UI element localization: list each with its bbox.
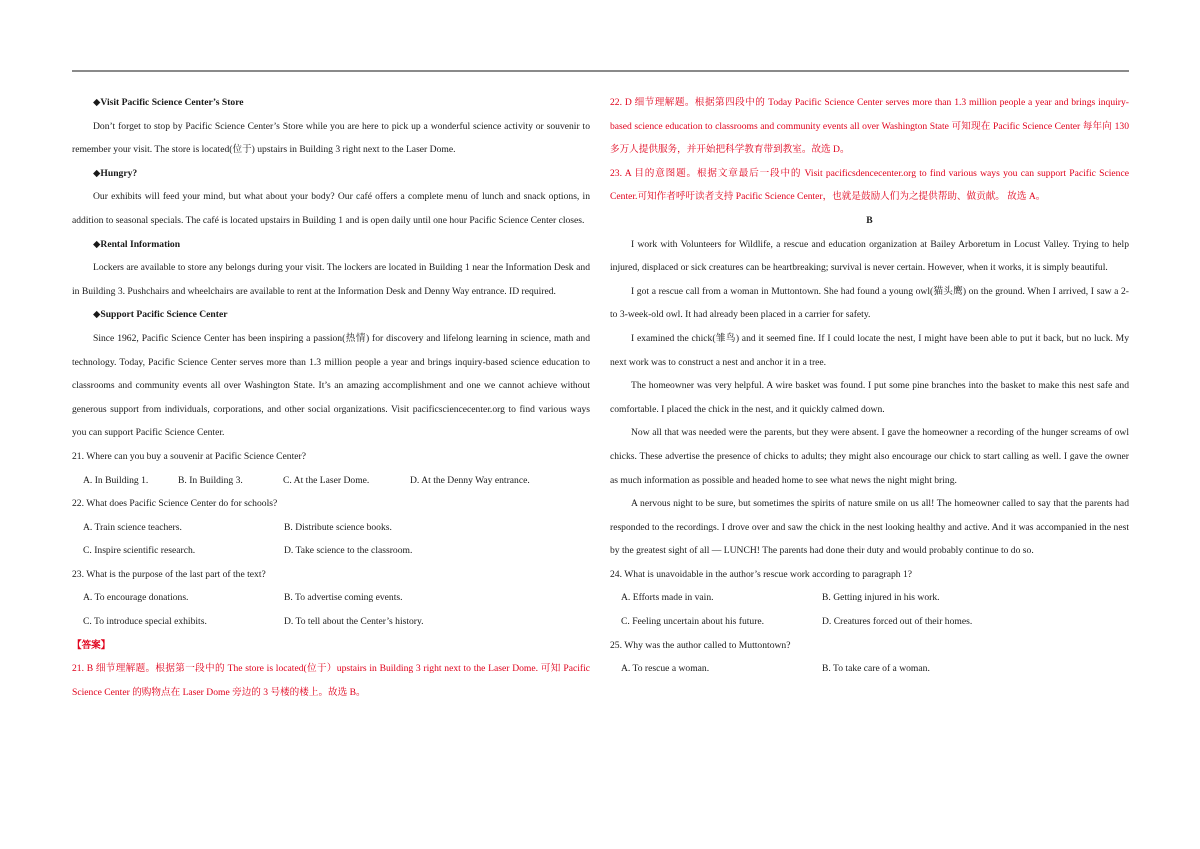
answer-23: 23. A 目的意图题。根据文章最后一段中的 Visit pacificsdencecenter.org to find various ways you can support Pacific Science Center.可知作者呼吁读者支持 Pacific Science Center，也就是鼓励人们为之提供帮助、做贡献。 故选 A。 <box>610 167 1129 203</box>
question-21-options <box>72 469 590 493</box>
passage-b-paragraph-2: I got a rescue call from a woman in Muttontown. She had found a young owl(猫头鹰) on the ground. When I arrived, I saw a 2-to 3-week-old owl. It had already been placed in a carrier for safety. <box>610 285 1129 321</box>
left-column <box>72 91 590 704</box>
passage-b-paragraph-4: The homeowner was very helpful. A wire basket was found. I put some pine branches into the basket to make this nest safe and comfortable. I placed the chick in the nest, and it quickly calmed down. <box>610 380 1129 415</box>
answer-22: 22. D 细节理解题。根据第四段中的 Today Pacific Science Center serves more than 1.3 million people a year and brings inquiry-based science education to classrooms and community events all over Washington State 可知现在 Pacific Science Center 每年向 130 多万人提供服务，并开始把科学教育带到教室。故选 D。 <box>610 97 1129 156</box>
question-23: 23. What is the purpose of the last part of the text? <box>72 568 266 580</box>
diamond-bullet-icon: ◆ <box>93 97 101 108</box>
question-24-options-row2 <box>610 610 1129 634</box>
passage-b-paragraph-3: I examined the chick(雏鸟) and it seemed fine. If I could locate the nest, I might have been able to put it back, but no luck. My next work was to construct a nest and anchor it in a tree. <box>610 332 1129 368</box>
option-a: A. To rescue a woman. <box>621 663 710 675</box>
question-25: 25. Why was the author called to Muttontown? <box>610 639 791 651</box>
option-c: C. Feeling uncertain about his future. <box>621 616 765 628</box>
option-b: B. Distribute science books. <box>284 521 392 533</box>
option-a: A. In Building 1. <box>83 474 149 486</box>
question-23-options-row2 <box>72 610 590 634</box>
paragraph-store: Don’t forget to stop by Pacific Science Center’s Store while you are here to pick up a wonderful science activity or souvenir to remember your visit. The store is located(位于) upstairs in Building 3 right next to the Laser Dome. <box>72 120 590 156</box>
option-c: C. To introduce special exhibits. <box>83 616 207 628</box>
section-heading-store: ◆Visit Pacific Science Center’s Store <box>93 97 244 108</box>
header-rule <box>72 70 1129 72</box>
question-23-options-row1 <box>72 586 590 610</box>
question-22-options-row1 <box>72 516 590 540</box>
paragraph-hungry: Our exhibits will feed your mind, but what about your body? Our café offers a complete menu of lunch and snack options, in addition to seasonal specials. The café is located upstairs in Building 1 and is open daily until one hour Pacific Science Center closes. <box>72 191 590 226</box>
paragraph-support: Since 1962, Pacific Science Center has been inspiring a passion(热情) for discovery and lifelong learning in science, math and technology. Today, Pacific Science Center serves more than 1.3 million people a year and brings inquiry-based science education to classrooms and community events all over Washington State. It’s an amazing accomplishment and one we cannot achieve without generous support from individuals, corporations, and other social organizations. Visit pacificsciencecenter.org to find various ways you can support Pacific Science Center. <box>72 332 590 439</box>
question-24-options-row1 <box>610 586 1129 610</box>
question-25-options-row1 <box>610 657 1129 681</box>
option-d: D. To tell about the Center’s history. <box>284 616 424 628</box>
question-21: 21. Where can you buy a souvenir at Pacific Science Center? <box>72 450 306 462</box>
section-heading-support: ◆Support Pacific Science Center <box>93 309 228 321</box>
option-a: A. To encourage donations. <box>83 592 189 604</box>
section-heading-rental: ◆Rental Information <box>93 238 181 250</box>
option-a: A. Train science teachers. <box>83 521 182 533</box>
answer-21: 21. B 细节理解题。根据第一段中的 The store is located(位于）upstairs in Building 3 right next to the Laser Dome. 可知 Pacific Science Center 的购物点在 Laser Dome 旁边的 3 号楼的楼上。故选 B。 <box>72 663 590 698</box>
passage-b-paragraph-5: Now all that was needed were the parents, but they were absent. I gave the homeowner a recording of the hunger screams of owl chicks. These advertise the presence of chicks to adults; they might also encourage our chick to start calling as well. I gave the owner as much information as possible and headed home to see what news the night might bring. <box>610 427 1129 486</box>
option-c: C. Inspire scientific research. <box>83 545 196 557</box>
passage-b-paragraph-6: A nervous night to be sure, but sometimes the spirits of nature smile on us all! The homeowner called to say that the parents had responded to the recordings. I drove over and saw the chick in the nest looking healthy and active. And it was accompanied in the nest by the greatest sight of all — LUNCH! The parents had done their duty and would probably continue to do so. <box>610 498 1129 557</box>
paragraph-rental: Lockers are available to store any belongs during your visit. The lockers are located in Building 1 near the Information Desk and in Building 3. Pushchairs and wheelchairs are available to rent at the Information Desk and Denny Way entrance. ID required. <box>72 262 590 297</box>
option-b: B. Getting injured in his work. <box>822 592 940 604</box>
passage-b-paragraph-1: I work with Volunteers for Wildlife, a rescue and education organization at Bailey Arboretum in Locust Valley. Trying to help injured, displaced or sick creatures can be heartbreaking; survival is never certain. However, when it works, it is simply beautiful. <box>610 238 1129 274</box>
diamond-bullet-icon: ◆ <box>93 238 101 250</box>
answer-label: 【答案】 <box>72 639 111 651</box>
option-d: D. At the Denny Way entrance. <box>410 474 530 486</box>
question-22: 22. What does Pacific Science Center do for schools? <box>72 498 278 510</box>
option-d: D. Take science to the classroom. <box>284 545 413 557</box>
right-column <box>610 91 1129 681</box>
option-a: A. Efforts made in vain. <box>621 592 714 604</box>
question-22-options-row2 <box>72 539 590 563</box>
question-24: 24. What is unavoidable in the author’s rescue work according to paragraph 1? <box>610 568 913 580</box>
diamond-bullet-icon: ◆ <box>93 309 101 321</box>
option-b: B. To take care of a woman. <box>822 663 930 675</box>
diamond-bullet-icon: ◆ <box>93 167 101 179</box>
option-c: C. At the Laser Dome. <box>283 474 370 486</box>
option-b: B. In Building 3. <box>178 474 243 486</box>
option-b: B. To advertise coming events. <box>284 592 403 604</box>
section-b-heading: B <box>866 214 873 226</box>
section-heading-hungry: ◆Hungry? <box>93 167 138 179</box>
option-d: D. Creatures forced out of their homes. <box>822 616 973 628</box>
